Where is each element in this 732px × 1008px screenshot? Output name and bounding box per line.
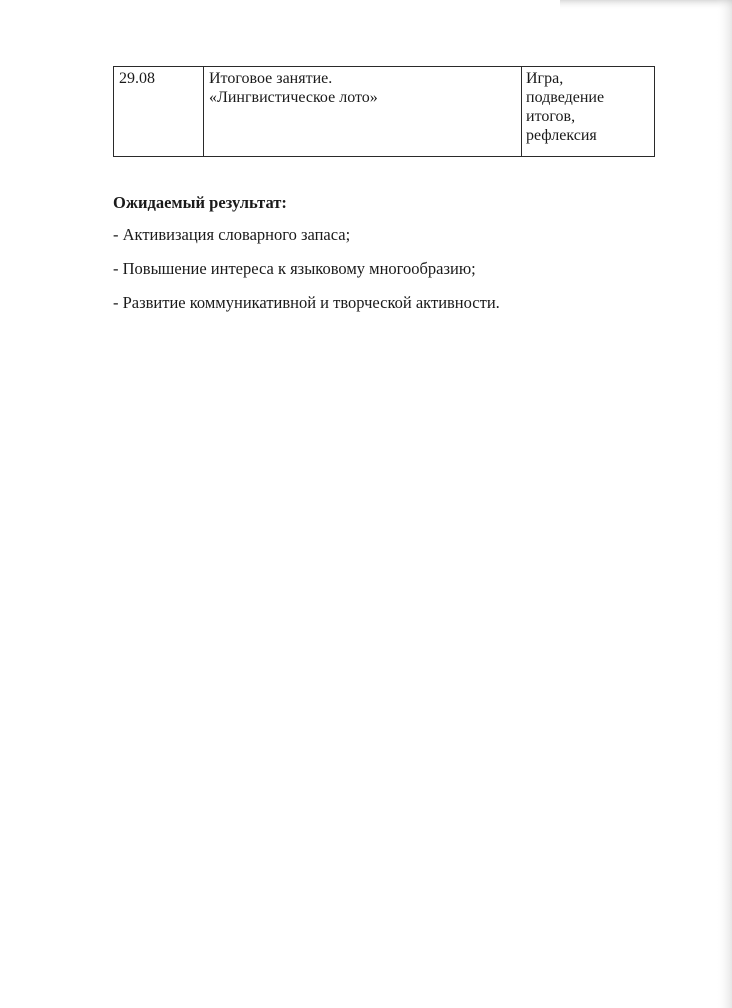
lesson-plan-table — [113, 66, 655, 157]
list-item: - Повышение интереса к языковому многообразию; — [113, 259, 476, 278]
topic-line-2: «Лингвистическое лото» — [209, 89, 378, 106]
list-item: - Активизация словарного запаса; — [113, 225, 351, 244]
table-row — [114, 67, 655, 157]
form-line: итогов, — [526, 108, 576, 125]
expected-result-section — [113, 193, 693, 327]
form-cell — [522, 67, 655, 157]
form-line: рефлексия — [526, 127, 597, 144]
form-line: Игра, — [526, 70, 564, 87]
topic-cell — [204, 67, 522, 157]
expected-result-heading: Ожидаемый результат: — [113, 193, 287, 212]
date-cell — [114, 67, 204, 157]
form-line: подведение — [526, 89, 605, 106]
lesson-date: 29.08 — [119, 70, 155, 87]
list-item: - Развитие коммуникативной и творческой активности. — [113, 293, 500, 312]
topic-line-1: Итоговое занятие. — [209, 70, 333, 87]
